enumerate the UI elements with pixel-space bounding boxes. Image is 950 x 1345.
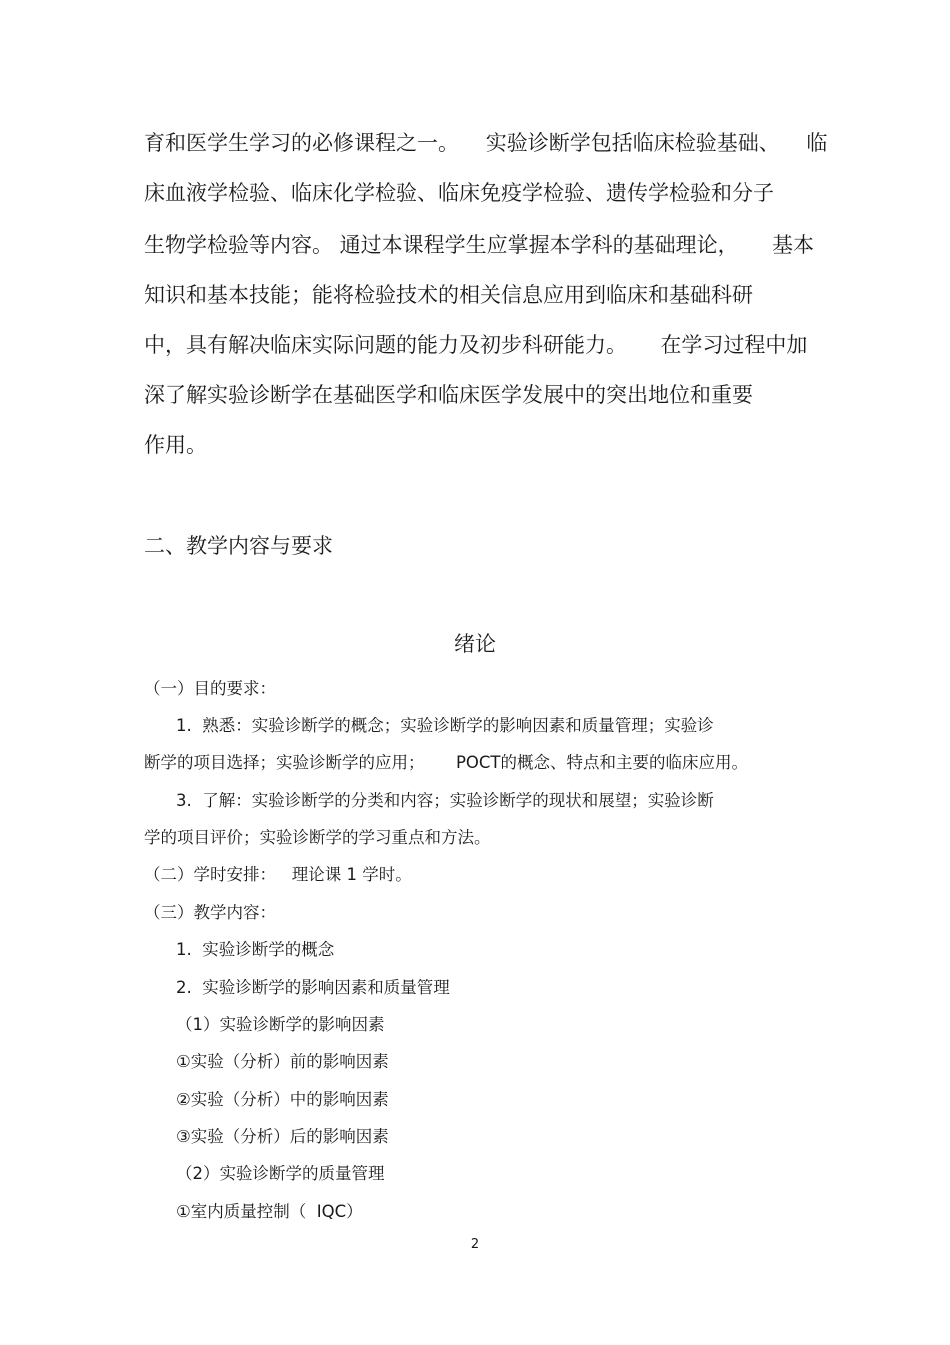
page-number: 2 (470, 1237, 480, 1252)
objectives-heading: （一）目的要求： (144, 679, 276, 698)
content-item-1: 1. 实验诊断学的概念 (176, 940, 335, 959)
intro-line-3: 生物学检验等内容。 通过本课程学生应掌握本学科的基础理论， 基本 (144, 233, 815, 257)
objective-item-1-line-2: 断学的项目选择；实验诊断学的应用； POCT的概念、特点和主要的临床应用。 (144, 753, 749, 772)
content-item-5: ②实验（分析）中的影响因素 (176, 1090, 389, 1109)
schedule-line: （二）学时安排： 理论课 1 学时。 (144, 865, 412, 884)
content-item-3: （1）实验诊断学的影响因素 (176, 1015, 385, 1034)
objective-item-1-line-1: 1. 熟悉：实验诊断学的概念；实验诊断学的影响因素和质量管理；实验诊 (176, 716, 714, 735)
content-heading: （三）教学内容： (144, 903, 276, 922)
content-item-4: ①实验（分析）前的影响因素 (176, 1052, 389, 1071)
objective-item-3-line-2: 学的项目评价；实验诊断学的学习重点和方法。 (144, 828, 491, 847)
intro-line-6: 深了解实验诊断学在基础医学和临床医学发展中的突出地位和重要 (144, 383, 753, 407)
content-item-8: ①室内质量控制（ IQC） (176, 1202, 363, 1221)
section-heading: 二、教学内容与要求 (144, 534, 333, 558)
intro-line-5: 中，具有解决临床实际问题的能力及初步科研能力。 在学习过程中加 (144, 333, 808, 357)
intro-line-2: 床血液学检验、临床化学检验、临床免疫学检验、遗传学检验和分子 (144, 181, 774, 205)
content-item-7: （2）实验诊断学的质量管理 (176, 1164, 385, 1183)
intro-line-7: 作用。 (144, 433, 207, 457)
chapter-title: 绪论 (454, 632, 496, 656)
intro-line-4: 知识和基本技能；能将检验技术的相关信息应用到临床和基础科研 (144, 283, 753, 307)
content-item-6: ③实验（分析）后的影响因素 (176, 1127, 389, 1146)
content-item-2: 2. 实验诊断学的影响因素和质量管理 (176, 978, 450, 997)
intro-line-1: 育和医学生学习的必修课程之一。 实验诊断学包括临床检验基础、 临 (144, 131, 828, 155)
objective-item-3-line-1: 3. 了解：实验诊断学的分类和内容；实验诊断学的现状和展望；实验诊断 (176, 791, 714, 810)
